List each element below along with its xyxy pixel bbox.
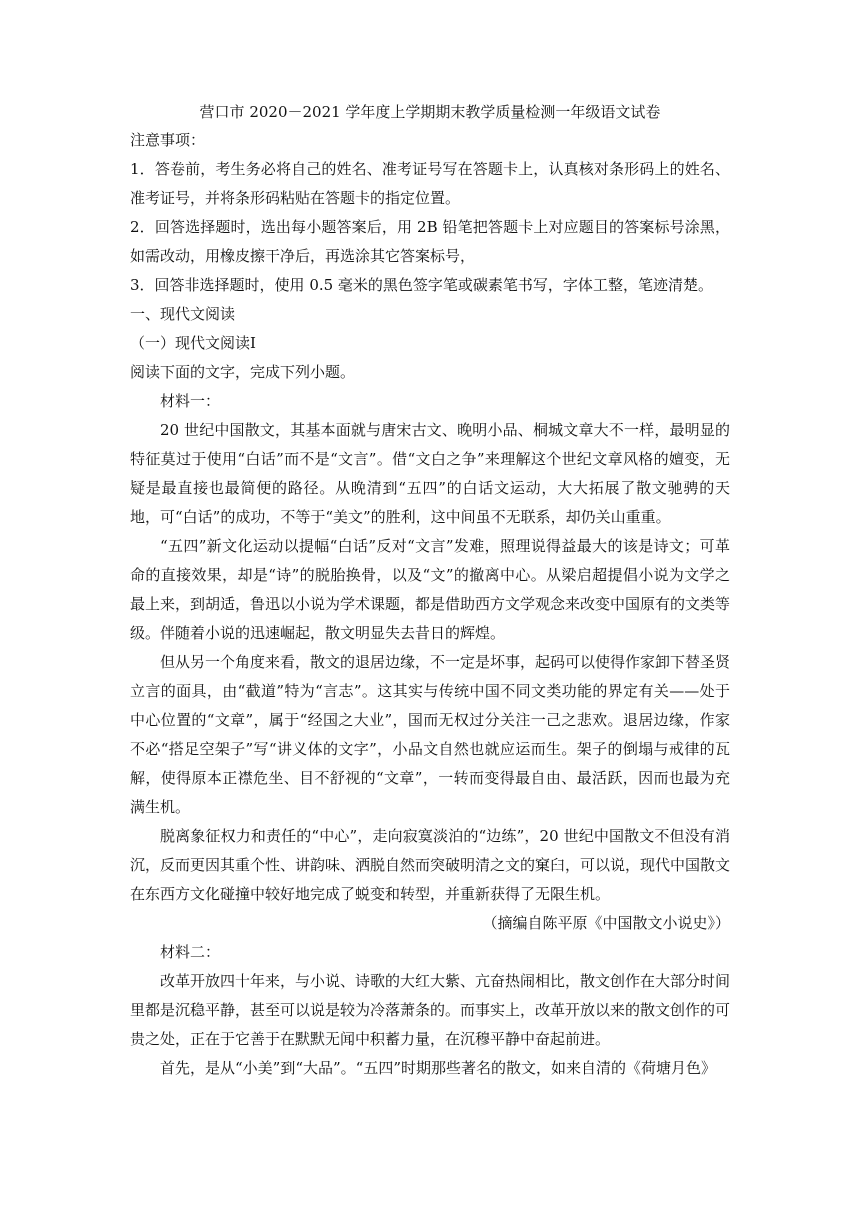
material1-source: （摘编自陈平原《中国散文小说史》）	[482, 914, 730, 932]
notice-item-2: 2．回答选择题时，选出每小题答案后，用 2B 铅笔把答题卡上对应题目的答案标号涂黑，如需改动，用橡皮擦干净后，再选涂其它答案标号，	[130, 218, 730, 265]
material1-paragraph: 脱离象征权力和责任的“中心”，走向寂寞淡泊的“边练”，20 世纪中国散文不但没有消沉，反而更因其重个性、讲韵味、洒脱自然而突破明清之文的窠臼，可以说，现代中国散文在东西方文化碰撞中较好地完成了蜕变和转型，并重新获得了无限生机。	[130, 827, 731, 903]
document-page	[130, 98, 730, 1083]
exam-title: 营口市 2020－2021 学年度上学期期末教学质量检测一年级语文试卷	[199, 103, 661, 121]
section-instruction: 阅读下面的文字，完成下列小题。	[130, 363, 356, 381]
material1-paragraph: 20 世纪中国散文，其基本面就与唐宋古文、晚明小品、桐城文章大不一样，最明显的特征莫过于使用“白话”而不是“文言”。借“文白之争”来理解这个世纪文章风格的嬗变，无疑是最直接也最简便的路径。从晚清到“五四”的白话文运动，大大拓展了散文驰骋的天地，可“白话”的成功，不等于“美文”的胜利，这中间虽不无联系，却仍关山重重。	[130, 421, 730, 526]
material1-label: 材料一：	[160, 392, 221, 410]
notice-heading: 注意事项：	[130, 131, 206, 149]
section-heading: 一、现代文阅读	[130, 305, 236, 323]
section-subheading: （一）现代文阅读Ⅰ	[130, 334, 256, 352]
material1-paragraph: “五四”新文化运动以提幅“白话”反对“文言”发难，照理说得益最大的该是诗文；可革命的直接效果，却是“诗”的脱胎换骨，以及“文”的撤离中心。从梁启超提倡小说为文学之最上来，到胡适，鲁迅以小说为学术课题，都是借助西方文学观念来改变中国原有的文类等级。伴随着小说的迅速崛起，散文明显失去昔日的辉煌。	[130, 537, 731, 642]
material2-label: 材料二：	[160, 943, 221, 961]
notice-item-3: 3．回答非选择题时，使用 0.5 毫米的黑色签字笔或碳素笔书写，字体工整，笔迹清楚。	[130, 276, 713, 294]
material2-paragraph: 首先，是从“小美”到“大品”。“五四”时期那些著名的散文，如来自清的《荷塘月色》	[160, 1059, 717, 1077]
material2-paragraph: 改革开放四十年来，与小说、诗歌的大红大紫、亢奋热闹相比，散文创作在大部分时间里都是沉稳平静，甚至可以说是较为冷落萧条的。而事实上，改革开放以来的散文创作的可贵之处，正在于它善于在默默无闻中积蓄力量，在沉穆平静中奋起前进。	[130, 972, 731, 1048]
notice-item-1: 1．答卷前，考生务必将自己的姓名、准考证号写在答题卡上，认真核对条形码上的姓名、准考证号，并将条形码粘贴在答题卡的指定位置。	[130, 160, 730, 207]
material1-paragraph: 但从另一个角度来看，散文的退居边缘，不一定是坏事，起码可以使得作家卸下替圣贤立言的面具，由“截道”特为“言志”。这其实与传统中国不同文类功能的界定有关——处于中心位置的“文章”，属于“经国之大业”，国而无权过分关注一己之悲欢。退居边缘，作家不必“搭足空架子”写“讲义体的文字”，小品文自然也就应运而生。架子的倒塌与戒律的瓦解，使得原本正襟危坐、目不舒视的“文章”，一转而变得最自由、最活跃，因而也最为充满生机。	[130, 653, 731, 816]
